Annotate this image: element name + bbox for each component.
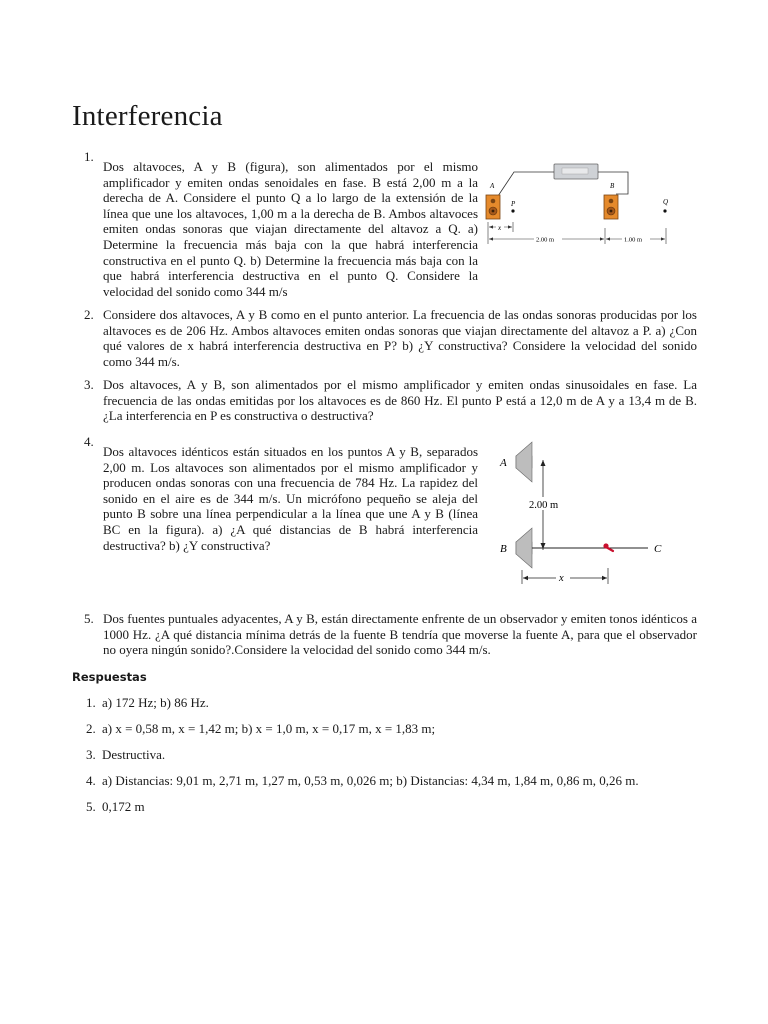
page-title: Interferencia (72, 100, 223, 132)
answer-2-number: 2. (86, 721, 96, 736)
answer-2 (86, 721, 435, 737)
figure-1-dist-bq: 1.00 m (624, 236, 643, 244)
microphone-icon (603, 543, 613, 551)
speaker-b-icon (604, 195, 618, 219)
problem-3-number: 3. (84, 377, 94, 392)
problem-3-text: Dos altavoces, A y B, son alimentados por el mismo amplificador y emiten ondas sinusoidales en fase. La frecuencia de las ondas emitidas por los altavoces es de 860 Hz. El punto P está a 12,0 m de A y a 13,4 m de B. ¿La interferencia en P es constructiva o destructiva? (103, 377, 697, 424)
figure-2-speakers-diagram (496, 438, 686, 593)
speaker-b-icon (516, 528, 532, 568)
problem-2-number: 2. (84, 307, 94, 322)
figure-2-label-a: A (500, 457, 507, 469)
problem-5-text: Dos fuentes puntuales adyacentes, A y B, están directamente enfrente de un observador y emiten tonos idénticos a 1000 Hz. ¿A qué distancia mínima detrás de la fuente B tendría que moverse la fuente A, para que el observador no oyera ningún sonido?.Considere la velocidad del sonido como 344 m/s. (103, 611, 697, 658)
figure-2-label-c: C (654, 543, 662, 555)
answers-heading: Respuestas (72, 670, 147, 684)
answer-3 (86, 747, 165, 763)
answer-3-text: Destructiva. (102, 747, 166, 762)
figure-2-dist-ab: 2.00 m (529, 500, 559, 511)
answer-3-number: 3. (86, 747, 96, 762)
answer-1-text: a) 172 Hz; b) 86 Hz. (102, 695, 209, 710)
answer-5-number: 5. (86, 799, 96, 814)
answer-1 (86, 695, 209, 711)
problem-4-text: Dos altavoces idénticos están situados en los puntos A y B, separados 2,00 m. Los altavoces son alimentados por el mismo amplificador y producen ondas sonoras con una frecuencia de 784 Hz. La rapidez del sonido en el aire es de 344 m/s. Un micrófono pequeño se aleja del punto B sobre una línea perpendicular a la línea que une A y B (línea BC en la figura). a) ¿A qué distancias de B habrá interferencia destructiva? b) ¿Y constructiva? (103, 444, 478, 553)
figure-1-label-b: B (610, 182, 615, 190)
wire-a (498, 172, 554, 196)
figure-1-dist-ab: 2.00 m (536, 236, 555, 244)
problem-1-text: Dos altavoces, A y B (figura), son alimentados por el mismo amplificador y emiten ondas senoidales en fase. B está 2,00 m a la derecha de A. Considere el punto Q a lo largo de la extensión de la línea que une los altavoces, 1,00 m a la derecha de B. Ambos altavoces emiten ondas sonoras que viajan directamente del altavoz a Q. a) Determine la frecuencia más baja con la que habrá interferencia constructiva en el punto Q. b) Determine la frecuencia más baja con la que habrá interferencia destructiva en el punto Q. Considere la velocidad del sonido como 344 m/s (103, 159, 478, 299)
answer-5 (86, 799, 145, 815)
amplifier-panel (562, 168, 588, 174)
answer-4-number: 4. (86, 773, 96, 788)
figure-1-label-p: P (511, 200, 516, 208)
problem-5-number: 5. (84, 611, 94, 626)
figure-1-speakers-diagram (484, 162, 689, 252)
figure-1-label-a: A (490, 182, 495, 190)
point-p (511, 209, 514, 212)
problem-1-number: 1. (84, 149, 94, 164)
figure-1-label-q: Q (663, 198, 669, 206)
problem-4-number: 4. (84, 434, 94, 449)
figure-1-label-x: x (498, 224, 502, 232)
answer-4-text: a) Distancias: 9,01 m, 2,71 m, 1,27 m, 0,53 m, 0,026 m; b) Distancias: 4,34 m, 1,84 m, 0,86 m, 0,26 m. (102, 773, 639, 788)
answer-4 (86, 773, 639, 789)
problem-2-text: Considere dos altavoces, A y B como en el punto anterior. La frecuencia de las ondas sonoras producidas por los altavoces es de 206 Hz. Ambos altavoces emiten ondas sonoras que viajan directamente del altavoz a P. a) ¿Con qué valores de x habrá interferencia destructiva en P? b) ¿Y constructiva? Considere la velocidad del sonido como 344 m/s. (103, 307, 697, 369)
speaker-a-icon (486, 195, 500, 219)
answer-5-text: 0,172 m (102, 799, 145, 814)
figure-2-label-x: x (559, 573, 564, 584)
figure-2-label-b: B (500, 543, 507, 555)
answer-1-number: 1. (86, 695, 96, 710)
point-q (663, 209, 666, 212)
speaker-a-icon (516, 442, 532, 482)
answer-2-text: a) x = 0,58 m, x = 1,42 m; b) x = 1,0 m, x = 0,17 m, x = 1,83 m; (102, 721, 436, 736)
